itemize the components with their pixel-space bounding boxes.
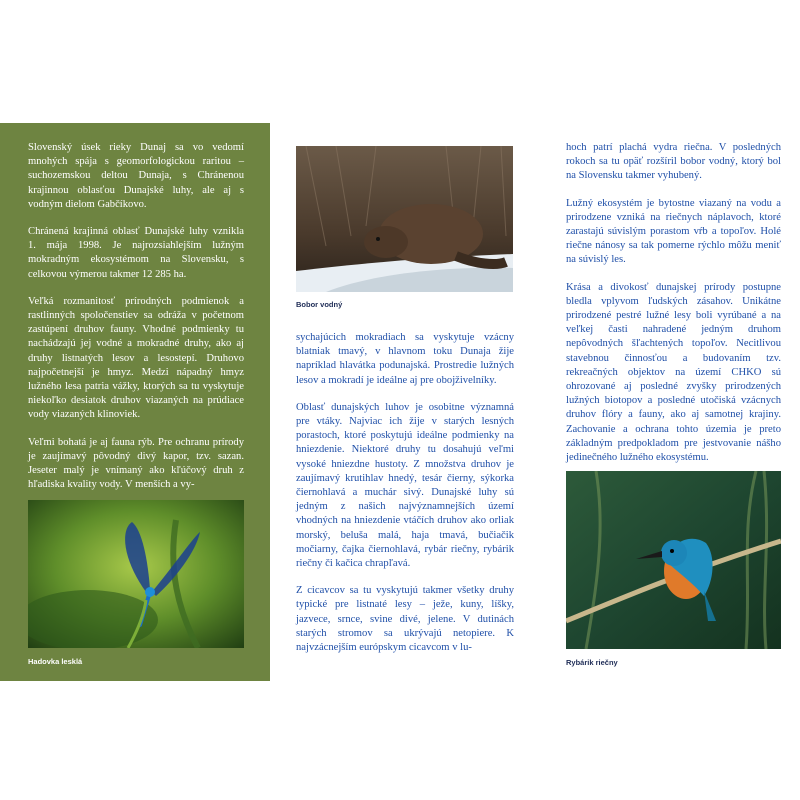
brochure-spread xyxy=(0,123,800,681)
column3-paragraph: hoch patrí plachá vydra riečna. V posledných rokoch sa tu opäť rozšíril bobor vodný, ktorý bol na Slovensku takmer vyhubený. xyxy=(566,142,781,182)
column2-paragraph: Oblasť dunajských luhov je osobitne významná pre vtáky. Najviac ich žije v starých lesných porastoch, ktoré poskytujú ideálne podmienky na hniezdenie. Niektoré druhy tu dosahujú veľmi vysoké hniezdne hustoty. Z množstva druhov je zaujímavý krutihlav hnedý, tesár čierny, sýkorka čiernohlavá a muchár sivý. Dunajské luhy sú jedným z našich najvýznamnejších území vhodných na hniezdenie vtáčích druhov ako orliak morský, beluša malá, haja tmavá, bučiačik močiarny, čajka čiernohlavá, rybár riečny, rybárik riečny či kačica chrapľavá. xyxy=(296,401,514,570)
column1-paragraph: Veľmi bohatá je aj fauna rýb. Pre ochranu prírody je zaujímavý pôvodný divý kapor, tzv. sazan. Jeseter malý je vnímaný ako kľúčový druh z hľadiska kvality vody. V menších a vy- xyxy=(28,436,244,491)
column2-paragraph: sychajúcich mokradiach sa vyskytuje vzácny blatniak tmavý, v hlavnom toku Dunaja žije napríklad hlavátka podunajská. Prostredie lužných lesov a mokradí je ideálne aj pre obojživelníky. xyxy=(296,332,514,386)
column1-text xyxy=(28,141,244,505)
column3-paragraph: Lužný ekosystém je bytostne viazaný na vodu a prirodzene vzniká na riečnych náplavoch, ktoré zarastajú súvislým porastom vŕb a topoľov. Holé riečne nánosy sa tak pomerne rýchlo môžu meniť na súvislý les. xyxy=(566,197,781,266)
column3-paragraph: Krása a divokosť dunajskej prírody postupne bledla vplyvom ľudských zásahov. Unikátne prirodzené pestré lužné lesy boli vyrúbané a na veľkej časti nahradené jedným druhom nepôvodných šľachtených topoľov. Necitlivou stavebnou činnosťou a budovaním tzv. rekreačných objektov na území CHKO sú ohrozované aj posledné zvyšky prirodzených lužných biotopov a posledné utočiská vzácnych druhov flóry a fauny, ako aj samotnej krajiny. Zachovanie a ochrana tohto územia je preto základným predpokladom pre jestvovanie nášho jedinečného lužného ekosystému. xyxy=(566,281,781,464)
photo-caption: Rybárik riečny xyxy=(566,658,618,667)
kingfisher-photo xyxy=(566,471,781,649)
column1-paragraph: Slovenský úsek rieky Dunaj sa vo vedomí mnohých spája s geomorfologickou raritou – suchozemskou deltou Dunaja, s Chránenou krajinnou oblasťou Dunajské luhy, ale aj s vodným dielom Gabčíkovo. xyxy=(28,142,244,210)
beaver-photo xyxy=(296,146,513,292)
green-panel xyxy=(0,123,270,681)
column2-text xyxy=(296,331,514,668)
dragonfly-photo xyxy=(28,500,244,648)
column2-paragraph: Z cicavcov sa tu vyskytujú takmer všetky druhy typické pre listnaté lesy – ježe, kuny, líšky, jazvece, srnce, svine divé, jelene. V dutinách starých stromov sa ukrývajú netopiere. K najvzácnejším európskym cicavcom v lu- xyxy=(296,585,514,654)
photo-caption: Hadovka lesklá xyxy=(28,657,83,666)
photo-caption: Bobor vodný xyxy=(296,300,343,309)
column1-paragraph: Chránená krajinná oblasť Dunajské luhy vznikla 1. mája 1998. Je najrozsiahlejším lužným mokradným ekosystémom na Slovensku, s celkovou výmerou takmer 12 285 ha. xyxy=(28,226,244,280)
column1-paragraph: Veľká rozmanitosť prírodných podmienok a rastlinných spoločenstiev sa odráža v početnom zastúpení druhov fauny. Vhodné podmienky tu nachádzajú jej vodné a mokradné druhy, ako aj druhy listnatých lesov a lesostepí. Druhovo najpočetnejší je hmyz. Medzi nápadný hmyz lužného lesa patria vážky, ktorých sa tu vyskytuje niekoľko desiatok druhov viazaných na prúdiace vody viazaných klinoviek. xyxy=(28,295,244,421)
column3-text xyxy=(566,141,781,478)
